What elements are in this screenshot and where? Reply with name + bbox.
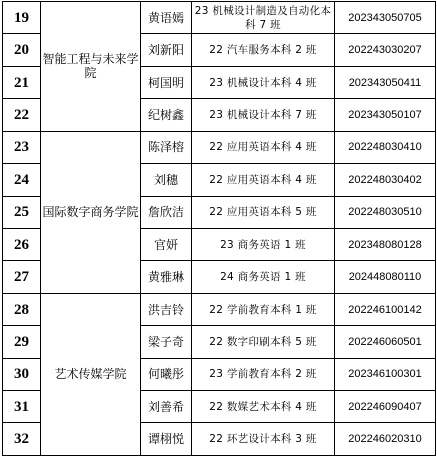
student-name: 刘新阳 [141, 34, 192, 66]
class-name: 22 应用英语本科 5 班 [192, 196, 335, 228]
row-number: 30 [3, 358, 41, 390]
row-number: 19 [3, 2, 41, 34]
student-name: 洪吉铃 [141, 293, 192, 325]
student-id: 202246060501 [335, 326, 436, 358]
student-id: 202248030510 [335, 196, 436, 228]
student-name: 梁子奇 [141, 326, 192, 358]
class-name: 23 机械设计制造及自动化本科 7 班 [192, 2, 335, 34]
table-row [3, 131, 436, 163]
student-id: 202346100301 [335, 358, 436, 390]
row-number: 21 [3, 66, 41, 98]
student-id: 202246100142 [335, 293, 436, 325]
row-number: 28 [3, 293, 41, 325]
student-name: 黄语嫣 [141, 2, 192, 34]
class-name: 22 数媒艺术本科 4 班 [192, 391, 335, 423]
class-name: 22 应用英语本科 4 班 [192, 164, 335, 196]
class-name: 22 环艺设计本科 3 班 [192, 423, 335, 456]
class-name: 22 应用英语本科 4 班 [192, 131, 335, 163]
class-name: 24 商务英语 1 班 [192, 261, 335, 293]
student-name: 谭栩悦 [141, 423, 192, 456]
college-cell: 智能工程与未来学院 [41, 2, 141, 132]
class-name: 23 机械设计本科 7 班 [192, 99, 335, 131]
student-name: 詹欣洁 [141, 196, 192, 228]
student-name: 黄雅琳 [141, 261, 192, 293]
class-name: 22 数字印刷本科 5 班 [192, 326, 335, 358]
student-id: 202243030207 [335, 34, 436, 66]
student-name: 官妍 [141, 228, 192, 260]
student-name: 刘穗 [141, 164, 192, 196]
student-id: 202246090407 [335, 391, 436, 423]
row-number: 25 [3, 196, 41, 228]
row-number: 22 [3, 99, 41, 131]
student-id: 202343050411 [335, 66, 436, 98]
student-name: 陈泽榕 [141, 131, 192, 163]
row-number: 20 [3, 34, 41, 66]
class-name: 22 学前教育本科 1 班 [192, 293, 335, 325]
class-name: 23 机械设计本科 4 班 [192, 66, 335, 98]
student-id: 202343050107 [335, 99, 436, 131]
student-name: 纪树鑫 [141, 99, 192, 131]
row-number: 32 [3, 423, 41, 456]
student-name: 柯国明 [141, 66, 192, 98]
row-number: 23 [3, 131, 41, 163]
table-row [3, 2, 436, 34]
student-id: 202448080110 [335, 261, 436, 293]
student-id: 202343050705 [335, 2, 436, 34]
student-id: 202248030402 [335, 164, 436, 196]
college-cell: 艺术传媒学院 [41, 293, 141, 455]
college-cell: 国际数字商务学院 [41, 131, 141, 293]
row-number: 29 [3, 326, 41, 358]
class-name: 22 汽车服务本科 2 班 [192, 34, 335, 66]
row-number: 26 [3, 228, 41, 260]
student-id: 202246020310 [335, 423, 436, 456]
class-name: 23 学前教育本科 2 班 [192, 358, 335, 390]
table-row [3, 293, 436, 325]
row-number: 27 [3, 261, 41, 293]
student-name: 刘善希 [141, 391, 192, 423]
student-name: 何曦彤 [141, 358, 192, 390]
row-number: 24 [3, 164, 41, 196]
student-id: 202248030410 [335, 131, 436, 163]
row-number: 31 [3, 391, 41, 423]
class-name: 23 商务英语 1 班 [192, 228, 335, 260]
roster-table [2, 1, 436, 456]
student-id: 202348080128 [335, 228, 436, 260]
